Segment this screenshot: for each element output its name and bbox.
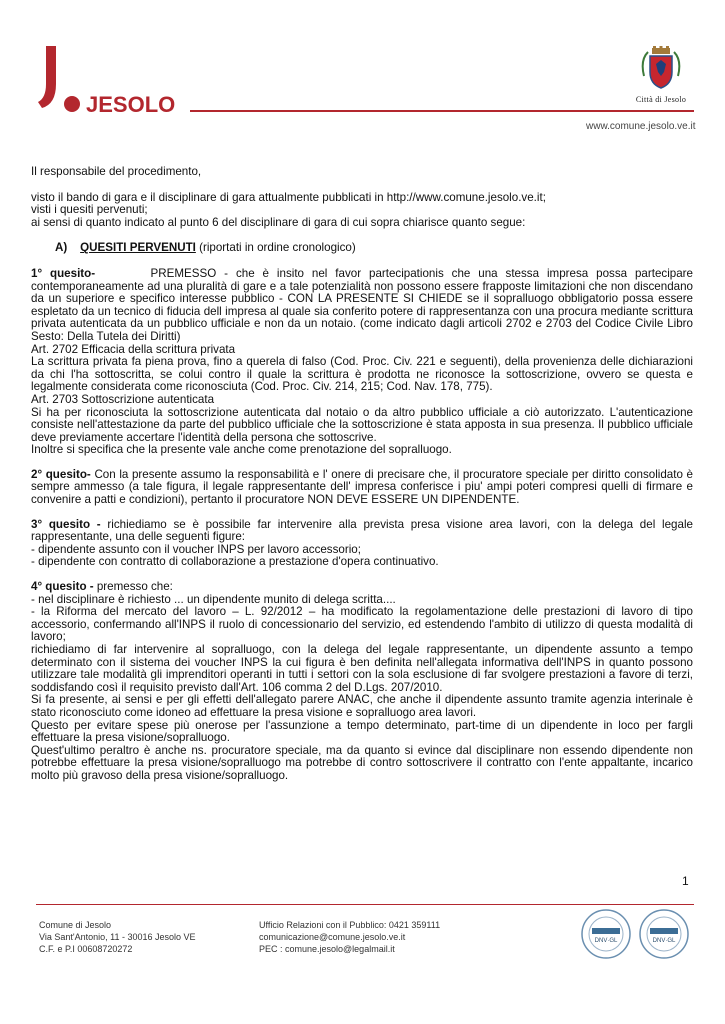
question-4-line-1: - nel disciplinare è richiesto ... un dipendente munito di delega scritta.... — [31, 592, 396, 606]
question-4-line-2: - la Riforma del mercato del lavoro – L. 92/2012 – ha modificato la regolamentazione delle prestazioni di lavoro di tipo accessorio, confermando all'INPS il ruolo di concessionario del servizio, ed estendendo l'ambito di utilizzo di questa modalità di lavoro; — [31, 605, 693, 644]
article-2702-title: Art. 2702 Efficacia della scrittura privata — [31, 342, 236, 356]
logo-dot — [64, 96, 80, 112]
question-1-closing: Inoltre si specifica che la presente vale anche come prenotazione del sopralluogo. — [31, 443, 452, 457]
certification-badge-icon — [638, 908, 690, 960]
footer-address — [39, 919, 196, 955]
section-title: QUESITI PERVENUTI — [80, 241, 196, 255]
question-2-label: 2° quesito- — [31, 467, 91, 481]
logo-text: JESOLO — [86, 92, 176, 114]
intro-line-1: visto il bando di gara e il disciplinare di gara attualmente pubblicati in http://www.comune.jesolo.ve.it; — [31, 190, 546, 204]
question-3-label: 3° quesito - — [31, 517, 101, 531]
question-2 — [31, 469, 693, 507]
question-4-line-3: richiediamo di far intervenire al sopralluogo, con la delega del legale rappresentante, un dipendente assunto a tempo determinato con il sistema dei voucher INPS la cui figura è ben definita nell'allegata informativa dell'INPS in quanto possono utilizzare tale modalità gli imprenditori operanti in tutti i settori con la sola esclusione di far svolgere prestazioni a favore di terzi, soddisfando così il requisito previsto dall'Art. 106 comma 2 del D.Lgs. 207/2010. — [31, 643, 693, 694]
footer-pec: PEC : comune.jesolo@legalmail.it — [259, 944, 395, 954]
footer-street: Via Sant'Antonio, 11 - 30016 Jesolo VE — [39, 932, 196, 942]
footer-email: comunicazione@comune.jesolo.ve.it — [259, 932, 406, 942]
header-rule — [190, 110, 694, 112]
question-4-label: 4° quesito - — [31, 580, 94, 594]
article-2703-title: Art. 2703 Sottoscrizione autenticata — [31, 392, 215, 406]
question-3-item-1: - dipendente assunto con il voucher INPS per lavoro accessorio; — [31, 542, 361, 556]
article-2703-text: Si ha per riconosciuta la sottoscrizione autenticata dal notaio o da altro pubblico ufficiale a ciò autorizzato. L'autenticazione consiste nell'attestazione da parte del pubblico ufficiale che la sottoscrizione è stata apposta in sua presenza. Il pubblico ufficiale deve previamente accertare l'identità della persona che sottoscrive. — [31, 405, 693, 444]
question-3-item-2: - dipendente con contratto di collaborazione a prestazione d'opera continuativo. — [31, 555, 439, 569]
question-4-line-4: Si fa presente, ai sensi e per gli effetti dell'allegato parere ANAC, che anche il dipendente assunto tramite agenzia interinale è stato riconosciuto come idoneo ad effettuare la presa visione e sopralluogo area lavori. — [31, 693, 693, 719]
question-4 — [31, 581, 693, 594]
document-body — [31, 166, 693, 783]
footer-tax-code: C.F. e P.I 00608720272 — [39, 944, 133, 954]
question-1-text: PREMESSO - che è insito nel favor partecipationis che una stessa impresa possa partecipare contemporaneamente ad una pluralità di gare e a tale potenzialità non possono essere frapposte limitazioni che non discendano da un superiore e specifico interesse pubblico - CON LA PRESENTE SI CHIEDE se il sopralluogo obbligatorio possa essere espletato da un tecnico di fiducia dell impresa al quale sia conferito potere di rappresentanza con una procura mediante scrittura privata autenticata da un pubblico ufficiale e non da un notaio. (come indicato dagli articoli 2702 e 2703 del Codice Civile Libro Sesto: Della Tutela dei Diritti) — [31, 266, 693, 343]
section-heading — [55, 242, 693, 255]
section-label: A) — [55, 241, 68, 255]
footer-phone: Ufficio Relazioni con il Pubblico: 0421 359111 — [259, 920, 441, 930]
jesolo-logo — [36, 46, 186, 114]
website-url: www.comune.jesolo.ve.it — [586, 121, 696, 132]
j-mark — [38, 46, 56, 108]
greeting: Il responsabile del procedimento, — [31, 165, 202, 178]
intro-line-3: ai sensi di quanto indicato al punto 6 del disciplinare di gara di cui sopra chiarisce quanto segue: — [31, 215, 526, 229]
footer-municipality: Comune di Jesolo — [39, 920, 112, 930]
article-2702-text: La scrittura privata fa piena prova, fino a querela di falso (Cod. Proc. Civ. 221 e seguenti), della provenienza delle dichiarazioni da chi l'ha sottoscritta, se colui contro il quale la scrittura è prodotta ne riconosce la sottoscrizione, ovvero se questa e legalmente considerata come riconosciuta (Cod. Proc. Civ. 214, 215; Cod. Nav. 178, 775). — [31, 355, 693, 394]
question-2-text: Con la presente assumo la responsabilità e l' onere di precisare che, il procuratore speciale per diritto consolidato è sempre ammesso (a tale figura, il legale rappresentante dell' impresa conferisce i piu' ampi poteri compresi quelli di firmare e convenire a patti e condizioni), pertanto il procuratore NON DEVE ESSERE UN DIPENDENTE. — [31, 467, 693, 507]
question-4-line-6: Quest'ultimo peraltro è anche ns. procuratore speciale, ma da quanto si evince dal disciplinare non essendo dipendente non potrebbe effettuare la presa visione/sopralluogo ma potrebbe di contro sottoscrivere il contratto con l'ente appaltante, incarico molto più gravoso della presa visione/sopralluogo. — [31, 743, 693, 782]
section-note: (riportati in ordine cronologico) — [199, 241, 356, 255]
badge-2-text: DNV·GL — [652, 938, 676, 944]
city-label: Città di Jesolo — [635, 95, 687, 104]
intro-line-2: visti i quesiti pervenuti; — [31, 203, 148, 217]
footer-contacts — [259, 919, 440, 955]
city-crest-icon — [640, 46, 682, 92]
footer-rule — [36, 904, 694, 905]
question-3-text: richiediamo se è possibile far intervenire alla prevista presa visione area lavori, con la delega del legale rappresentante, una delle seguenti figure: — [31, 517, 693, 544]
certification-badge-icon — [580, 908, 632, 960]
question-3 — [31, 519, 693, 544]
question-1 — [31, 268, 693, 344]
question-4-line-5: Questo per evitare spese più onerose per l'assunzione a tempo determinato, part-time di un dipendente in loco per fargli effettuare la presa visione/sopralluogo. — [31, 718, 693, 745]
question-1-label: 1° quesito- — [31, 266, 96, 280]
question-4-text: premesso che: — [96, 580, 173, 594]
page-number: 1 — [682, 874, 689, 888]
badge-1-text: DNV·GL — [594, 938, 618, 944]
